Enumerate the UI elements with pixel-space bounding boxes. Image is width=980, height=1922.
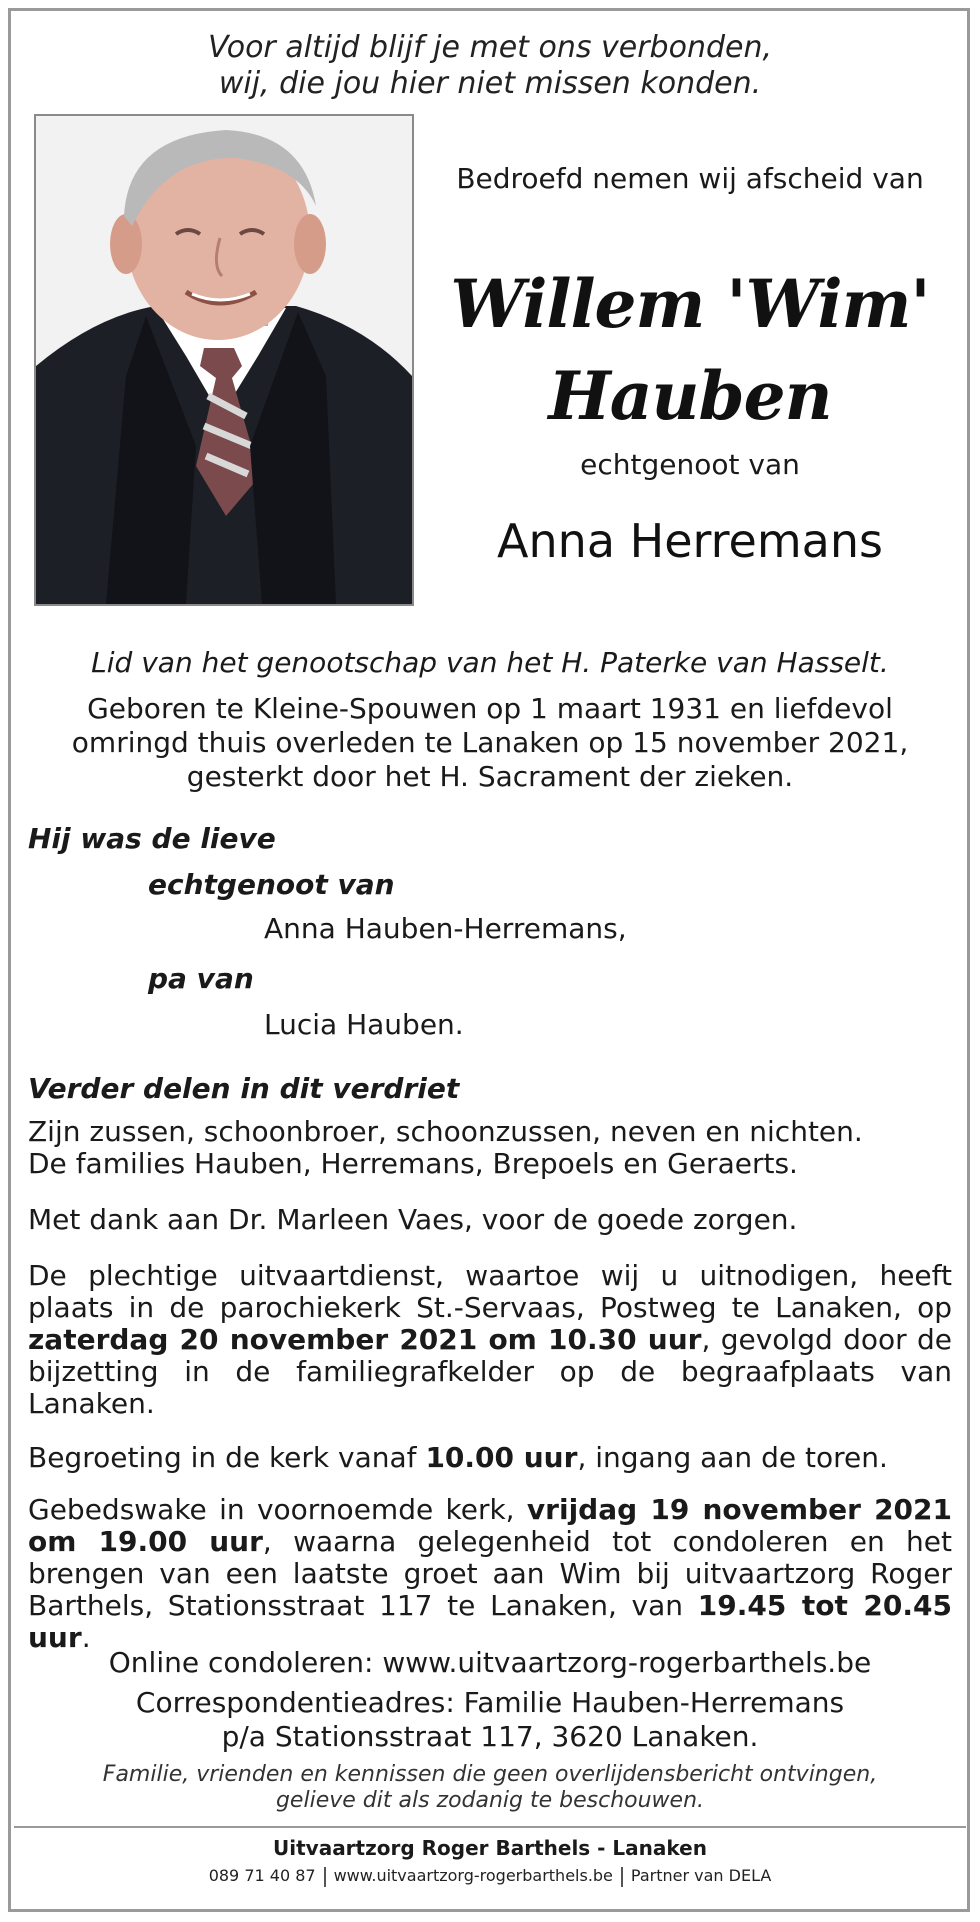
vigil-time: 19.45 tot 20.45 uur xyxy=(28,1589,952,1654)
correspondence-line-2: p/a Stationsstraat 117, 3620 Lanaken. xyxy=(221,1720,759,1753)
relatives-list xyxy=(28,1116,952,1180)
service-text-1: De plechtige uitvaartdienst, waartoe wij u uitnodigen, heeft plaats in de parochiekerk St.-Servaas, Postweg te Lanaken, op xyxy=(28,1259,952,1324)
deceased-name-line-2: Hauben xyxy=(548,357,832,435)
vigil-text-1: Gebedswake in voornoemde kerk, xyxy=(28,1493,527,1526)
spouse-of-label: echtgenoot van xyxy=(580,448,800,481)
greeting-text-1: Begroeting in de kerk vanaf xyxy=(28,1441,426,1474)
sharing-heading: Verder delen in dit verdriet xyxy=(28,1072,460,1105)
service-text-2: , gevolgd door de bijzetting in de familiegrafkelder op de begraafplaats van Lanaken. xyxy=(28,1323,952,1420)
vigil-paragraph xyxy=(28,1494,952,1654)
spouse-name: Anna Herremans xyxy=(497,514,883,568)
relatives-line-2: De families Hauben, Herremans, Brepoels en Geraerts. xyxy=(28,1147,798,1180)
note-line-2: gelieve dit als zodanig te beschouwen. xyxy=(275,1788,705,1813)
father-label: pa van xyxy=(148,962,254,995)
service-date: zaterdag 20 november 2021 om 10.30 uur xyxy=(28,1323,702,1356)
vigil-text-2: , waarna gelegenheid tot condoleren en het brengen van een laatste groet aan Wim bij uitvaartzorg Roger Barthels, Stationsstraat 117 te Lanaken, van xyxy=(28,1525,952,1622)
correspondence-address xyxy=(0,1686,980,1754)
vigil-date: vrijdag 19 november 2021 om 19.00 uur xyxy=(28,1493,952,1558)
greeting-time: 10.00 uur xyxy=(425,1441,578,1474)
vigil-text-3: . xyxy=(81,1621,91,1654)
birth-death-details xyxy=(0,692,980,794)
relatives-line-1: Zijn zussen, schoonbroer, schoonzussen, neven en nichten. xyxy=(28,1115,863,1148)
footer-separator xyxy=(621,1867,623,1887)
footer-divider xyxy=(14,1826,966,1828)
footer-website: www.uitvaartzorg-rogerbarthels.be xyxy=(333,1866,613,1885)
online-condolence: Online condoleren: www.uitvaartzorg-rogerbarthels.be xyxy=(108,1646,872,1679)
note-line-1: Familie, vrienden en kennissen die geen overlijdensbericht ontvingen, xyxy=(102,1762,878,1787)
announcement-intro: Bedroefd nemen wij afscheid van xyxy=(456,162,924,195)
footer-partner: Partner van DELA xyxy=(630,1866,772,1885)
portrait-illustration xyxy=(36,116,412,604)
father-value: Lucia Hauben. xyxy=(264,1008,464,1041)
greeting-text-2: , ingang aan de toren. xyxy=(577,1441,888,1474)
memorial-poem xyxy=(0,30,980,102)
deceased-name xyxy=(430,258,950,442)
family-heading: Hij was de lieve xyxy=(28,822,276,855)
birth-line-3: gesterkt door het H. Sacrament der zieken. xyxy=(186,760,794,793)
footer-phone: 089 71 40 87 xyxy=(208,1866,316,1885)
deceased-name-line-1: Willem 'Wim' xyxy=(450,265,930,343)
correspondence-line-1: Correspondentieadres: Familie Hauben-Herremans xyxy=(135,1686,845,1719)
birth-line-2: omringd thuis overleden te Lanaken op 15 november 2021, xyxy=(71,726,909,759)
poem-line-1: Voor altijd blijf je met ons verbonden, xyxy=(207,30,773,65)
notice-disclaimer xyxy=(0,1762,980,1814)
spouse-label: echtgenoot van xyxy=(148,868,395,901)
funeral-home-name: Uitvaartzorg Roger Barthels - Lanaken xyxy=(273,1836,707,1860)
society-membership: Lid van het genootschap van het H. Paterke van Hasselt. xyxy=(91,646,889,679)
footer-separator xyxy=(324,1867,326,1887)
poem-line-2: wij, die jou hier niet missen konden. xyxy=(218,66,762,101)
greeting-paragraph xyxy=(28,1442,952,1474)
spouse-value: Anna Hauben-Herremans, xyxy=(264,912,627,945)
portrait-photo xyxy=(34,114,414,606)
funeral-service-paragraph xyxy=(28,1260,952,1420)
thanks-note: Met dank aan Dr. Marleen Vaes, voor de goede zorgen. xyxy=(28,1203,798,1236)
footer-contact xyxy=(0,1866,980,1887)
birth-line-1: Geboren te Kleine-Spouwen op 1 maart 1931 en liefdevol xyxy=(87,692,893,725)
